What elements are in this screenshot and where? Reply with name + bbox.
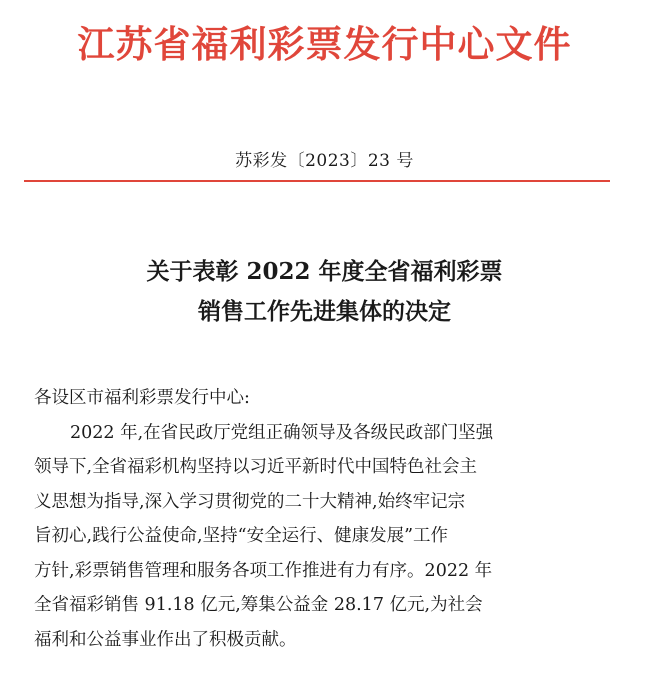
salutation: 各设区市福利彩票发行中心: — [34, 388, 250, 408]
document-body — [34, 381, 614, 657]
body-line-6: 全省福彩销售 91.18 亿元,筹集公益金 28.17 亿元,为社会 — [34, 595, 483, 615]
header-divider — [24, 180, 610, 182]
org-header-title: 江苏省福利彩票发行中心文件 — [77, 22, 572, 66]
body-line-1: 2022 年,在省民政厅党组正确领导及各级民政部门坚强 — [70, 422, 494, 443]
body-line-4: 旨初心,践行公益使命,坚持“安全运行、健康发展”工作 — [34, 526, 449, 546]
document-title — [0, 252, 649, 332]
body-line-7: 福利和公益事业作出了积极贡献。 — [34, 629, 297, 650]
body-line-2: 领导下,全省福彩机构坚持以习近平新时代中国特色社会主 — [34, 457, 478, 477]
document-number: 苏彩发〔2023〕23 号 — [235, 151, 414, 171]
body-line-5: 方针,彩票销售管理和服务各项工作推进有力有序。2022 年 — [34, 560, 493, 581]
document-title-line-2: 销售工作先进集体的决定 — [198, 298, 451, 325]
body-line-3: 义思想为指导,深入学习贯彻党的二十大精神,始终牢记宗 — [34, 491, 466, 512]
document-title-line-1: 关于表彰 2022 年度全省福利彩票 — [146, 258, 503, 285]
